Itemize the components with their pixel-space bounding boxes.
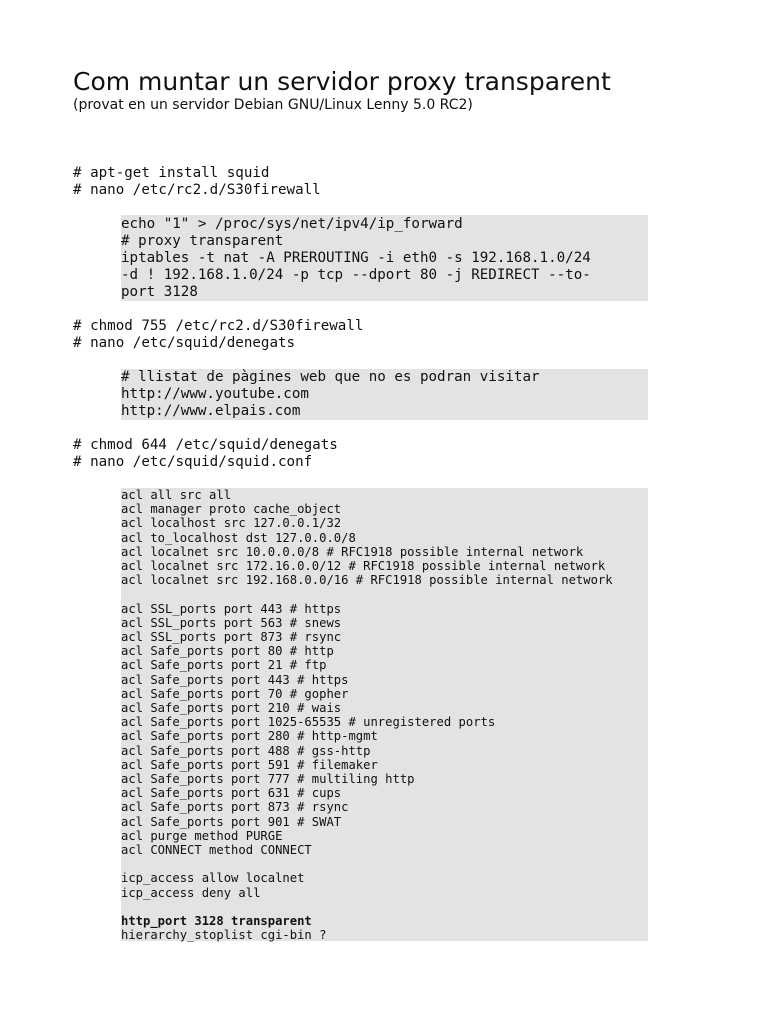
command-nano-squid-conf: # nano /etc/squid/squid.conf (73, 454, 313, 470)
code-line: acl Safe_ports port 21 # ftp (121, 658, 327, 673)
document-title: Com muntar un servidor proxy transparent (73, 67, 611, 96)
code-line: port 3128 (121, 284, 198, 300)
code-line: acl Safe_ports port 591 # filemaker (121, 757, 378, 772)
code-line: iptables -t nat -A PREROUTING -i eth0 -s 192.168.1.0/24 (121, 250, 591, 266)
code-line: icp_access deny all (121, 885, 261, 900)
code-line: acl SSL_ports port 873 # rsync (121, 630, 342, 645)
code-line: acl Safe_ports port 80 # http (121, 644, 334, 659)
code-line: acl SSL_ports port 563 # snews (121, 615, 342, 630)
code-block-denegats-list (121, 369, 648, 420)
command-chmod-denegats: # chmod 644 /etc/squid/denegats (73, 437, 338, 453)
code-line: acl to_localhost dst 127.0.0.0/8 (121, 530, 356, 545)
code-line: icp_access allow localnet (121, 871, 305, 886)
code-line: acl Safe_ports port 70 # gopher (121, 686, 349, 701)
code-block-squid-conf (121, 488, 648, 941)
code-line: echo "1" > /proc/sys/net/ipv4/ip_forward (121, 216, 463, 232)
code-line: http://www.elpais.com (121, 403, 301, 419)
code-line: acl localnet src 10.0.0.0/8 # RFC1918 possible internal network (121, 544, 584, 559)
code-line: acl all src all (121, 488, 232, 502)
code-line: acl SSL_ports port 443 # https (121, 601, 342, 616)
code-line: hierarchy_stoplist cgi-bin ? (121, 928, 327, 943)
code-line: -d ! 192.168.1.0/24 -p tcp --dport 80 -j REDIRECT --to- (121, 267, 591, 283)
code-blank-line (121, 857, 648, 871)
code-line: # llistat de pàgines web que no es podran visitar (121, 369, 540, 385)
code-blank-line (121, 587, 648, 601)
code-line: # proxy transparent (121, 233, 284, 249)
document-subtitle: (provat en un servidor Debian GNU/Linux Lenny 5.0 RC2) (73, 97, 473, 113)
code-line: http://www.youtube.com (121, 386, 309, 402)
code-line: acl Safe_ports port 1025-65535 # unregistered ports (121, 715, 496, 730)
code-line: acl Safe_ports port 901 # SWAT (121, 814, 342, 829)
command-nano-denegats: # nano /etc/squid/denegats (73, 335, 296, 351)
code-line: acl Safe_ports port 443 # https (121, 672, 349, 687)
code-line: acl Safe_ports port 488 # gss-http (121, 743, 371, 758)
code-blank-line (121, 900, 648, 914)
command-apt-get-install: # apt-get install squid (73, 165, 270, 181)
code-line: acl CONNECT method CONNECT (121, 843, 312, 858)
code-block-firewall-script (121, 215, 648, 301)
code-line: acl localnet src 192.168.0.0/16 # RFC1918 possible internal network (121, 573, 613, 588)
code-line-http-port: http_port 3128 transparent (121, 914, 312, 929)
code-line: acl Safe_ports port 777 # multiling http (121, 772, 415, 787)
code-line: acl purge method PURGE (121, 828, 283, 843)
code-line: acl Safe_ports port 631 # cups (121, 786, 342, 801)
code-line: acl localhost src 127.0.0.1/32 (121, 516, 342, 531)
code-line: acl manager proto cache_object (121, 502, 342, 517)
code-line: acl Safe_ports port 280 # http-mgmt (121, 729, 378, 744)
code-line: acl Safe_ports port 210 # wais (121, 701, 342, 716)
command-chmod-firewall: # chmod 755 /etc/rc2.d/S30firewall (73, 318, 364, 334)
code-line: acl Safe_ports port 873 # rsync (121, 800, 349, 815)
code-line: acl localnet src 172.16.0.0/12 # RFC1918 possible internal network (121, 559, 606, 574)
command-nano-firewall: # nano /etc/rc2.d/S30firewall (73, 182, 321, 198)
